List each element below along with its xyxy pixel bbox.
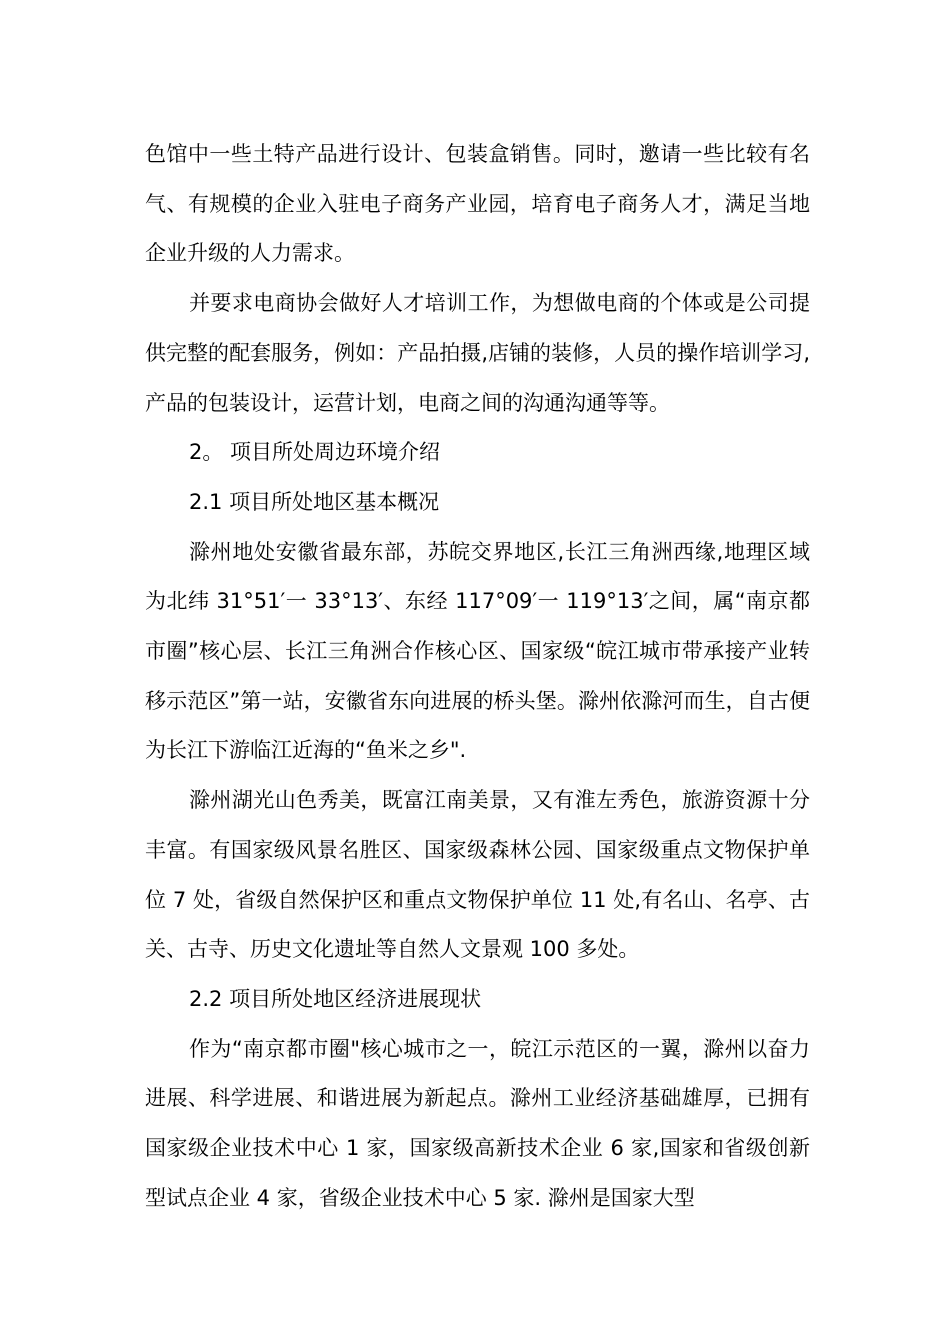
section-heading-2-1: 2.1 项目所处地区基本概况 xyxy=(189,489,440,514)
document-body xyxy=(145,130,810,1223)
paragraph-tourism: 滁州湖光山色秀美，既富江南美景，又有淮左秀色，旅游资源十分丰富。有国家级风景名胜区、国家级森林公园、国家级重点文物保护单位 7 处，省级自然保护区和重点文物保护单位 11 处,有名山、名亭、古关、古寺、历史文化遗址等自然人文景观 100 多处。 xyxy=(145,788,810,962)
section-heading-2-2: 2.2 项目所处地区经济进展现状 xyxy=(189,986,482,1011)
section-heading-2: 2。 项目所处周边环境介绍 xyxy=(189,440,441,465)
paragraph-location: 滁州地处安徽省最东部，苏皖交界地区,长江三角洲西缘,地理区域为北纬 31°51′一 33°13′、东经 117°09′一 119°13′之间，属“南京都市圈”核心层、长江三角洲合作核心区、国家级“皖江城市带承接产业转移示范区”第一站，安徽省东向进展的桥头堡。滁州依滁河而生，自古便为长江下游临江近海的“鱼米之乡". xyxy=(145,539,810,763)
paragraph-economy: 作为“南京都市圈"核心城市之一，皖江示范区的一翼，滁州以奋力进展、科学进展、和谐进展为新起点。滁州工业经济基础雄厚，已拥有国家级企业技术中心 1 家，国家级高新技术企业 6 家,国家和省级创新型试点企业 4 家，省级企业技术中心 5 家. 滁州是国家大型 xyxy=(145,1036,810,1210)
paragraph-continuation: 色馆中一些土特产品进行设计、包装盒销售。同时，邀请一些比较有名气、有规模的企业入驻电子商务产业园，培育电子商务人才，满足当地企业升级的人力需求。 xyxy=(145,142,810,266)
paragraph-training: 并要求电商协会做好人才培训工作，为想做电商的个体或是公司提供完整的配套服务，例如：产品拍摄,店铺的装修，人员的操作培训学习,产品的包装设计，运营计划，电商之间的沟通沟通等等。 xyxy=(145,291,810,415)
